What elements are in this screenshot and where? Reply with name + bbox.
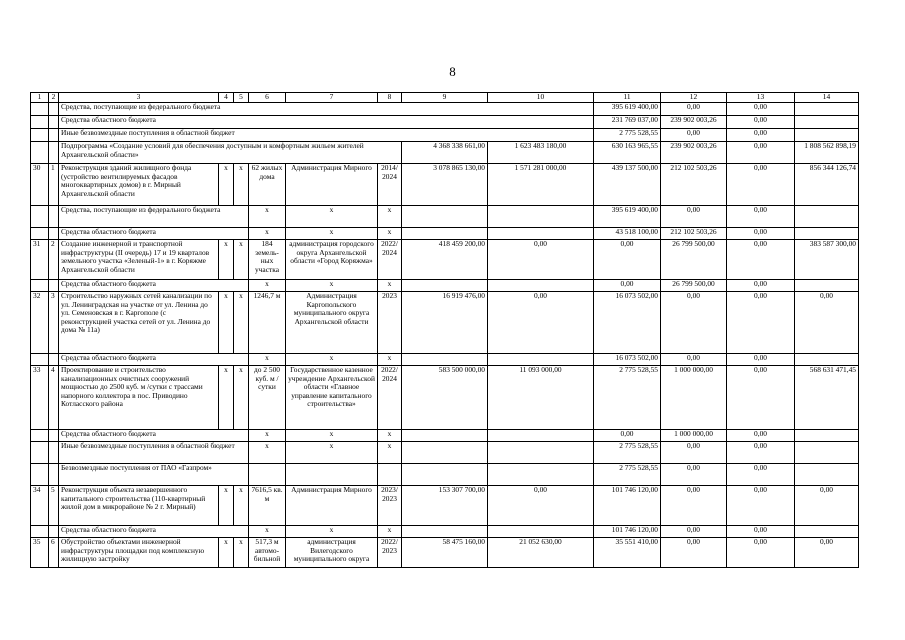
col-header: 1 bbox=[31, 93, 49, 103]
table-row bbox=[31, 463, 859, 485]
value-cell: х bbox=[286, 279, 378, 291]
col-header: 14 bbox=[795, 93, 859, 103]
table-row bbox=[31, 353, 859, 365]
value-cell: х bbox=[378, 279, 402, 291]
table-row bbox=[31, 429, 859, 441]
value-cell: х bbox=[219, 537, 234, 567]
value-cell: 0,00 bbox=[727, 141, 795, 163]
col-header: 12 bbox=[661, 93, 727, 103]
row-subnumber: 5 bbox=[49, 485, 59, 525]
funding-source-label: Средства областного бюджета bbox=[59, 429, 249, 441]
value-cell: х bbox=[378, 205, 402, 227]
capacity-cell: до 2 500 куб. м / сутки bbox=[249, 365, 286, 429]
capacity-cell: 184 земель- ных участка bbox=[249, 239, 286, 279]
value-cell: 2 775 528,55 bbox=[594, 463, 661, 485]
value-cell: 58 475 160,00 bbox=[402, 537, 488, 567]
customer-cell: Администрация Мирного bbox=[286, 163, 378, 205]
table-row bbox=[31, 279, 859, 291]
value-cell: 0,00 bbox=[727, 163, 795, 205]
value-cell: 0,00 bbox=[594, 239, 661, 279]
value-cell: 0,00 bbox=[661, 525, 727, 537]
row-subnumber: 2 bbox=[49, 239, 59, 279]
object-name: Создание инженерной и транспортной инфраструктуры (II очередь) 17 и 19 кварталов земельного участка «Зеленый-1» в г. Коряжме Архангельской области bbox=[59, 239, 219, 279]
value-cell: х bbox=[378, 227, 402, 239]
funding-source-label: Средства областного бюджета bbox=[59, 353, 249, 365]
value-cell: 101 746 120,00 bbox=[594, 525, 661, 537]
capacity-cell: 1246,7 м bbox=[249, 291, 286, 353]
capacity-cell: 7616,5 кв. м bbox=[249, 485, 286, 525]
value-cell: 21 052 630,00 bbox=[488, 537, 594, 567]
row-number: 30 bbox=[31, 163, 49, 205]
col-header: 9 bbox=[402, 93, 488, 103]
value-cell: 0,00 bbox=[727, 227, 795, 239]
value-cell: х bbox=[219, 163, 234, 205]
value-cell: 16 073 502,00 bbox=[594, 291, 661, 353]
value-cell: 1 000 000,00 bbox=[661, 429, 727, 441]
row-subnumber: 4 bbox=[49, 365, 59, 429]
value-cell: 0,00 bbox=[727, 463, 795, 485]
col-header: 13 bbox=[727, 93, 795, 103]
table-row bbox=[31, 239, 859, 279]
customer-cell: администрация Вилегодского муниципального округа bbox=[286, 537, 378, 567]
table-row bbox=[31, 537, 859, 567]
value-cell: х bbox=[378, 429, 402, 441]
col-header: 3 bbox=[59, 93, 219, 103]
value-cell: 1 808 562 898,19 bbox=[795, 141, 859, 163]
row-subnumber: 6 bbox=[49, 537, 59, 567]
value-cell: 0,00 bbox=[727, 353, 795, 365]
row-number: 35 bbox=[31, 537, 49, 567]
value-cell: х bbox=[249, 353, 286, 365]
object-name: Обустройство объектами инженерной инфраструктуры площадки под комплексную жилищную застройку bbox=[59, 537, 219, 567]
value-cell: х bbox=[234, 239, 249, 279]
value-cell: 26 799 500,00 bbox=[661, 239, 727, 279]
value-cell: х bbox=[286, 441, 378, 463]
value-cell: х bbox=[219, 291, 234, 353]
funding-source-label: Средства, поступающие из федерального бюджета bbox=[59, 102, 594, 115]
row-number: 34 bbox=[31, 485, 49, 525]
table-row bbox=[31, 441, 859, 463]
value-cell: 153 307 700,00 bbox=[402, 485, 488, 525]
value-cell: 383 587 300,00 bbox=[795, 239, 859, 279]
table-row bbox=[31, 128, 859, 141]
value-cell: 395 619 400,00 bbox=[594, 102, 661, 115]
value-cell: 0,00 bbox=[727, 205, 795, 227]
value-cell: 35 551 410,00 bbox=[594, 537, 661, 567]
value-cell: 0,00 bbox=[661, 205, 727, 227]
customer-cell: Государственное казенное учреждение Архангельской области «Главное управление капитального строительства» bbox=[286, 365, 378, 429]
col-header: 2 bbox=[49, 93, 59, 103]
funding-source-label: Средства областного бюджета bbox=[59, 227, 249, 239]
table-row bbox=[31, 102, 859, 115]
value-cell: 439 137 500,00 bbox=[594, 163, 661, 205]
value-cell: 0,00 bbox=[727, 128, 795, 141]
value-cell: 0,00 bbox=[727, 239, 795, 279]
subprogram-title: Подпрограмма «Создание условий для обеспечения доступным и комфортным жильем жителей Архангельской области» bbox=[59, 141, 402, 163]
value-cell: 0,00 bbox=[727, 537, 795, 567]
value-cell: 239 902 003,26 bbox=[661, 115, 727, 128]
value-cell: х bbox=[249, 429, 286, 441]
value-cell: х bbox=[286, 525, 378, 537]
period-cell: 2022/ 2024 bbox=[378, 239, 402, 279]
value-cell: 231 769 037,00 bbox=[594, 115, 661, 128]
subprogram-row bbox=[31, 141, 859, 163]
table-row bbox=[31, 115, 859, 128]
page-number: 8 bbox=[449, 64, 456, 79]
value-cell: 0,00 bbox=[594, 429, 661, 441]
value-cell: 2 775 528,55 bbox=[594, 128, 661, 141]
value-cell: 1 571 281 000,00 bbox=[488, 163, 594, 205]
value-cell: 0,00 bbox=[661, 102, 727, 115]
value-cell: 395 619 400,00 bbox=[594, 205, 661, 227]
value-cell: х bbox=[234, 537, 249, 567]
value-cell: 856 344 126,74 bbox=[795, 163, 859, 205]
value-cell: х bbox=[219, 239, 234, 279]
funding-source-label: Средства областного бюджета bbox=[59, 279, 249, 291]
funding-source-label: Безвозмездные поступления от ПАО «Газпром» bbox=[59, 463, 249, 485]
object-name: Реконструкция объекта незавершенного капитального строительства (110-квартирный жилой дом в микрорайоне № 2 г. Мирный) bbox=[59, 485, 219, 525]
value-cell: 1 000 000,00 bbox=[661, 365, 727, 429]
value-cell: 16 073 502,00 bbox=[594, 353, 661, 365]
col-header: 5 bbox=[234, 93, 249, 103]
value-cell: 43 518 100,00 bbox=[594, 227, 661, 239]
value-cell: х bbox=[249, 227, 286, 239]
capacity-cell: 517,3 м автомо- бильной bbox=[249, 537, 286, 567]
value-cell: 2 775 528,55 bbox=[594, 365, 661, 429]
value-cell: х bbox=[286, 429, 378, 441]
value-cell: 0,00 bbox=[488, 485, 594, 525]
value-cell: 0,00 bbox=[661, 128, 727, 141]
budget-table bbox=[30, 92, 859, 568]
value-cell: 3 078 865 130,00 bbox=[402, 163, 488, 205]
row-number: 32 bbox=[31, 291, 49, 353]
value-cell: 0,00 bbox=[727, 485, 795, 525]
value-cell: 0,00 bbox=[488, 239, 594, 279]
col-header: 8 bbox=[378, 93, 402, 103]
value-cell: 11 093 000,00 bbox=[488, 365, 594, 429]
value-cell: 418 459 200,00 bbox=[402, 239, 488, 279]
value-cell: х bbox=[234, 291, 249, 353]
value-cell: 0,00 bbox=[727, 102, 795, 115]
row-subnumber: 3 bbox=[49, 291, 59, 353]
value-cell: 239 902 003,26 bbox=[661, 141, 727, 163]
col-header: 10 bbox=[488, 93, 594, 103]
col-header: 7 bbox=[286, 93, 378, 103]
column-number-row bbox=[31, 93, 859, 103]
capacity-cell: 62 жилых дома bbox=[249, 163, 286, 205]
value-cell: х bbox=[219, 485, 234, 525]
table-row bbox=[31, 525, 859, 537]
value-cell: 0,00 bbox=[795, 485, 859, 525]
table-row bbox=[31, 227, 859, 239]
table-row bbox=[31, 205, 859, 227]
value-cell: х bbox=[249, 441, 286, 463]
value-cell: 0,00 bbox=[727, 429, 795, 441]
value-cell: х bbox=[234, 365, 249, 429]
period-cell: 2022/ 2023 bbox=[378, 537, 402, 567]
row-subnumber: 1 bbox=[49, 163, 59, 205]
value-cell: х bbox=[249, 525, 286, 537]
value-cell: 0,00 bbox=[727, 291, 795, 353]
value-cell: 0,00 bbox=[727, 365, 795, 429]
value-cell: х bbox=[378, 353, 402, 365]
value-cell: 0,00 bbox=[727, 115, 795, 128]
value-cell: х bbox=[234, 163, 249, 205]
table-row bbox=[31, 163, 859, 205]
value-cell: х bbox=[286, 227, 378, 239]
value-cell: 26 799 500,00 bbox=[661, 279, 727, 291]
customer-cell: Администрация Каргопольского муниципального округа Архангельской области bbox=[286, 291, 378, 353]
value-cell: 0,00 bbox=[795, 291, 859, 353]
value-cell: 583 500 000,00 bbox=[402, 365, 488, 429]
period-cell: 2023 bbox=[378, 291, 402, 353]
col-header: 11 bbox=[594, 93, 661, 103]
value-cell: 0,00 bbox=[661, 537, 727, 567]
table-row bbox=[31, 291, 859, 353]
value-cell: 0,00 bbox=[594, 279, 661, 291]
value-cell: х bbox=[286, 353, 378, 365]
value-cell: 0,00 bbox=[661, 291, 727, 353]
value-cell: 2 775 528,55 bbox=[594, 441, 661, 463]
value-cell: 212 102 503,26 bbox=[661, 163, 727, 205]
value-cell: 101 746 120,00 bbox=[594, 485, 661, 525]
value-cell: 0,00 bbox=[727, 279, 795, 291]
table-row bbox=[31, 485, 859, 525]
table-row bbox=[31, 365, 859, 429]
period-cell: 2023/ 2023 bbox=[378, 485, 402, 525]
value-cell: 4 368 338 661,00 bbox=[402, 141, 488, 163]
value-cell: х bbox=[234, 485, 249, 525]
value-cell: х bbox=[286, 205, 378, 227]
col-header: 6 bbox=[249, 93, 286, 103]
value-cell: 0,00 bbox=[727, 441, 795, 463]
funding-source-label: Средства областного бюджета bbox=[59, 525, 249, 537]
object-name: Строительство наружных сетей канализации по ул. Ленинградская на участке от ул. Ленина до ул. Семеновская в г. Каргополе (с реконструкцией участка сетей от ул. Ленина до дома № 11а) bbox=[59, 291, 219, 353]
value-cell: 16 919 476,00 bbox=[402, 291, 488, 353]
object-name: Проектирование и строительство канализационных очистных сооружений мощностью до 2500 куб. м /сутки с трассами напорного коллектора в пос. Приводино Котласского района bbox=[59, 365, 219, 429]
value-cell: 0,00 bbox=[661, 463, 727, 485]
value-cell: 0,00 bbox=[661, 485, 727, 525]
row-number: 33 bbox=[31, 365, 49, 429]
value-cell: х bbox=[249, 279, 286, 291]
value-cell: 0,00 bbox=[727, 525, 795, 537]
object-name: Реконструкция зданий жилищного фонда (устройство вентилируемых фасадов многоквартирных домов) в г. Мирный Архангельской области bbox=[59, 163, 219, 205]
period-cell: 2022/ 2024 bbox=[378, 365, 402, 429]
funding-source-label: Средства, поступающие из федерального бюджета bbox=[59, 205, 249, 227]
value-cell: 1 623 483 180,00 bbox=[488, 141, 594, 163]
col-header: 4 bbox=[219, 93, 234, 103]
value-cell: 0,00 bbox=[661, 353, 727, 365]
funding-source-label: Средства областного бюджета bbox=[59, 115, 594, 128]
value-cell: 0,00 bbox=[488, 291, 594, 353]
funding-source-label: Иные безвозмездные поступления в областной бюджет bbox=[59, 128, 594, 141]
row-number: 31 bbox=[31, 239, 49, 279]
funding-source-label: Иные безвозмездные поступления в областной бюджет bbox=[59, 441, 249, 463]
value-cell: 630 163 965,55 bbox=[594, 141, 661, 163]
value-cell: х bbox=[219, 365, 234, 429]
value-cell: х bbox=[378, 525, 402, 537]
value-cell: 0,00 bbox=[661, 441, 727, 463]
value-cell: 212 102 503,26 bbox=[661, 227, 727, 239]
period-cell: 2014/ 2024 bbox=[378, 163, 402, 205]
customer-cell: Администрация Мирного bbox=[286, 485, 378, 525]
customer-cell: администрация городского округа Архангельской области «Город Коряжма» bbox=[286, 239, 378, 279]
value-cell: 0,00 bbox=[795, 537, 859, 567]
value-cell: х bbox=[249, 205, 286, 227]
value-cell: 568 631 471,45 bbox=[795, 365, 859, 429]
value-cell: х bbox=[378, 441, 402, 463]
